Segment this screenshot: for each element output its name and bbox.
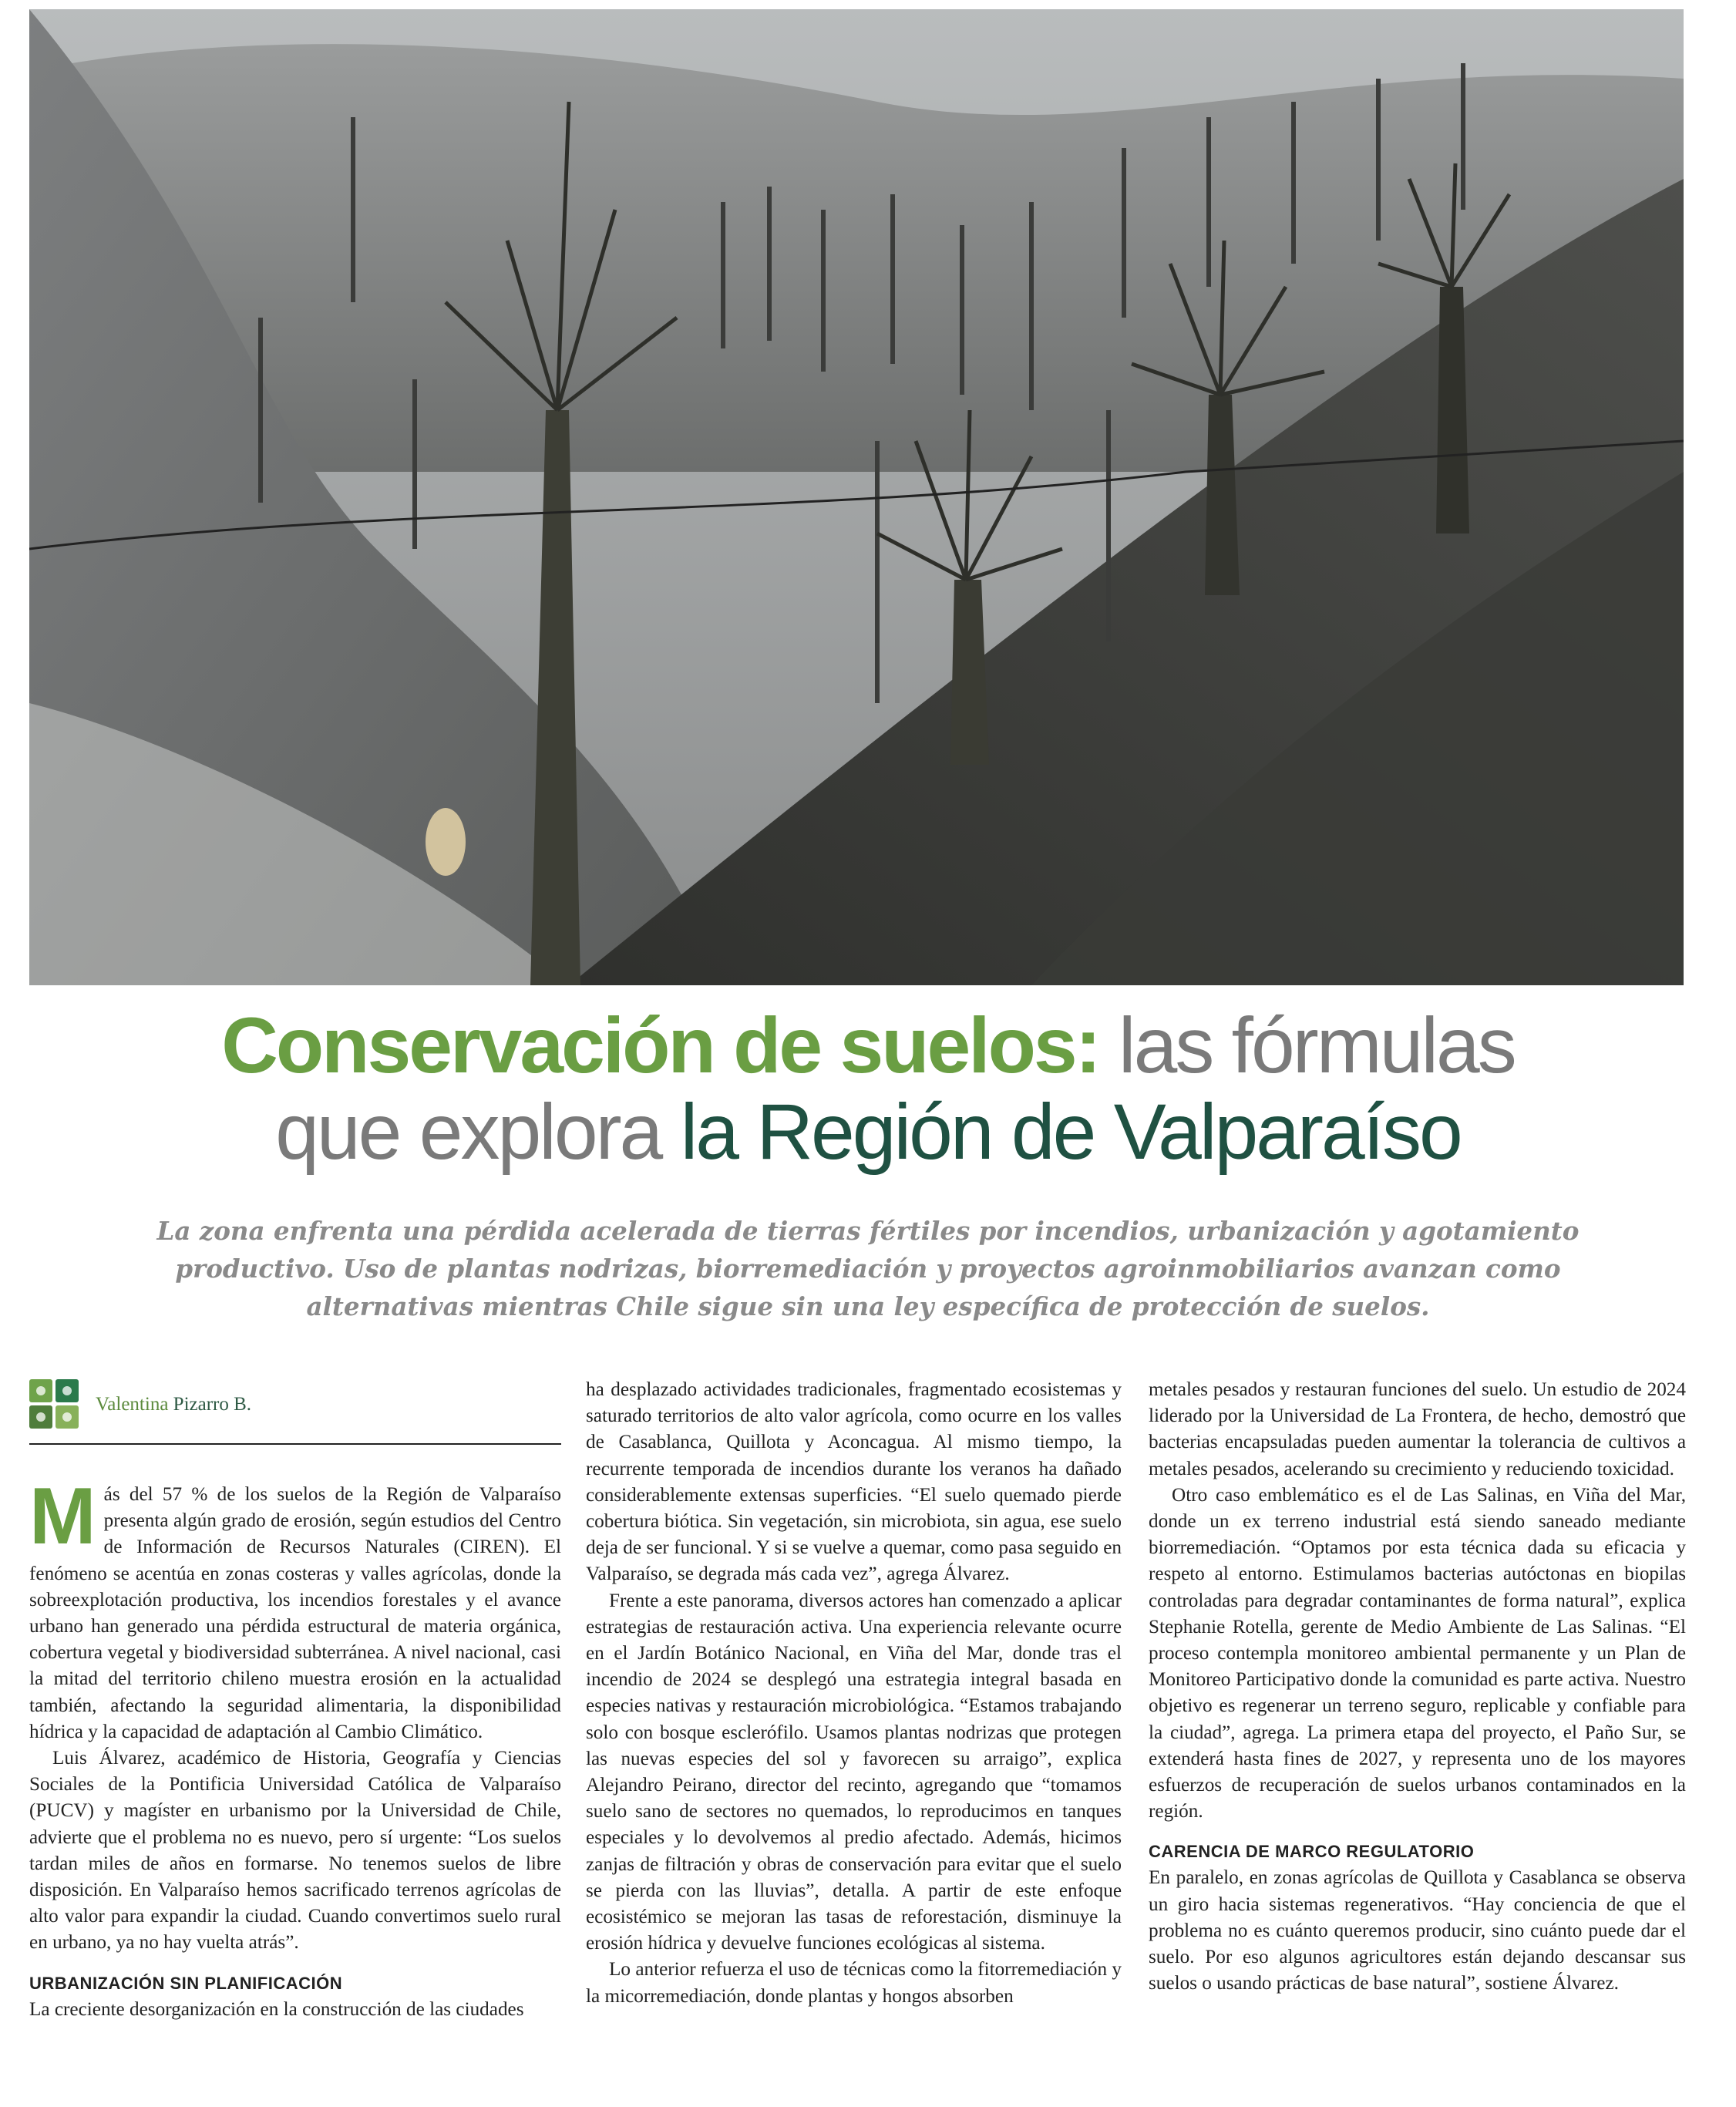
paragraph: Frente a este panorama, diversos actores han comenzado a aplicar estrategias de restauración activa. Una experiencia relevante ocurre en el Jardín Botánico Nacional, en Viña del Mar, donde tras el incendio de 2024 se desplegó una estrategia integral basada en especies nativas y restauración microbiológica. “Estamos trabajando solo con bosque esclerófilo. Usamos plantas nodrizas que protegen las nuevas especies del sol y favorecen su arraigo”, explica Alejandro Peirano, director del recinto, agregando que “tomamos suelo sano de sectores no quemados, lo reproducimos en tanques especiales y lo devolvemos al predio afectado. Además, hicimos zanjas de filtración y obras de conservación para evitar que el suelo se pierda con las lluvias”, detalla. A partir de este enfoque ecosistémico se mejoran las tasas de reforestación, disminuye la erosión hídrica y devuelve funciones ecológicas al sistema. [586,1590,1122,1954]
paragraph [29,1472,561,1745]
article-column-2 [586,1377,1122,2010]
drop-cap: M [29,1472,96,1561]
paragraph: ha desplazado actividades tradicionales, fragmentado ecosistemas y saturado territorios de alto valor agrícola, como ocurre en los valles de Casablanca, Quillota y Aconcagua. Al mismo tiempo, la recurrente temporada de incendios durante los veranos ha dañado considerablemente extensas superficies. “El suelo quemado pierde cobertura biótica. Sin vegetación, sin microbiota, sin agua, ese suelo deja de ser funcional. Y si se vuelve a quemar, como pasa seguido en Valparaíso, se degrada más cada vez”, agrega Álvarez. [586,1379,1122,1585]
hero-photo [29,9,1684,985]
section-logo-icon [29,1379,80,1430]
headline-part-grey: las fórmulas [1098,1001,1515,1089]
author-first-name: Valentina [96,1394,169,1415]
paragraph: Otro caso emblemático es el de Las Salinas, en Viña del Mar, donde un ex terreno industrial está siendo saneado mediante biorremediación. “Optamos por esta técnica dada su eficacia y respeto al entorno. Estimulamos bacterias autóctonas en biopilas controladas para degradar contaminantes de forma natural”, explica Stephanie Rotella, gerente de Medio Ambiente de Las Salinas. “El proceso contempla monitoreo ambiental permanente y un Plan de Monitoreo Participativo donde la comunidad es parte activa. Nuestro objetivo es regenerar un terreno seguro, replicable y confiable para la ciudad”, agrega. La primera etapa del proyecto, el Paño Sur, se extenderá hasta fines de 2027, y representa uno de los mayores esfuerzos de recuperación de suelos urbanos contaminados en la región. [1149,1484,1686,1823]
paragraph-text: ás del 57 % de los suelos de la Región de Valparaíso presenta algún grado de erosión, según estudios del Centro de Información de Recursos Naturales (CIREN). El fenómeno se acentúa en zonas costeras y valles agrícolas, donde la sobreexplotación productiva, los incendios forestales y el avance urbano han generado una pérdida estructural de materia orgánica, cobertura vegetal y biodiversidad subterránea. A nivel nacional, casi la mitad del territorio chileno muestra erosión en la actualidad también, afectando la seguridad alimentaria, la disponibilidad hídrica y la capacidad de adaptación al Cambio Climático. [29,1484,561,1742]
paragraph: La creciente desorganización en la construcción de las ciudades [29,1998,524,2020]
paragraph: Lo anterior refuerza el uso de técnicas como la fitorremediación y la micorremediación, donde plantas y hongos absorben [586,1959,1122,2007]
article-column-3 [1149,1377,1686,1997]
subheading: CARENCIA DE MARCO REGULATORIO [1149,1842,1475,1862]
author-last-name: Pizarro B. [173,1394,252,1415]
paragraph: Luis Álvarez, académico de Historia, Geografía y Ciencias Sociales de la Pontificia Universidad Católica de Valparaíso (PUCV) y magíster en urbanismo por la Universidad de Chile, advierte que el problema no es nuevo, pero sí urgente: “Los suelos tardan miles de años en formarse. No tenemos suelos de libre disposición. En Valparaíso hemos sacrificado terrenos agrícolas de alto valor para expandir la ciudad. Cuando convertimos suelo rural en urbano, ya no hay vuelta atrás”. [29,1748,561,1954]
subheading: URBANIZACIÓN SIN PLANIFICACIÓN [29,1973,343,1993]
headline-part-grey-2: que explora [275,1088,681,1176]
article-column-1 [29,1472,561,2023]
byline [29,1374,561,1436]
deck-summary: La zona enfrenta una pérdida acelerada de tierras fértiles por incendios, urbanización y agotamiento productivo. Uso de plantas nodrizas, biorremediación y proyectos agroinmobiliarios avanzan como alternativas mientras Chile sigue sin una ley específica de protección de suelos. [156,1216,1580,1321]
paragraph: En paralelo, en zonas agrícolas de Quillota y Casablanca se observa un giro hacia sistemas regenerativos. “Hay conciencia de que el problema no es cuánto queremos producir, sino cuánto puede dar el suelo. Por eso algunos agricultores están dejando descansar sus suelos o usando prácticas de base natural”, sostiene Álvarez. [1149,1867,1686,1994]
headline-part-green: Conservación de suelos: [221,1001,1099,1089]
headline [31,1002,1705,1175]
burned-hillside-image [29,9,1684,985]
paragraph: metales pesados y restauran funciones del suelo. Un estudio de 2024 liderado por la Universidad de La Frontera, de hecho, demostró que bacterias encapsuladas pueden aumentar la tolerancia de cultivos a metales pesados, acelerando su crecimiento y reduciendo toxicidad. [1149,1379,1686,1479]
byline-divider [29,1443,561,1445]
headline-part-dark: la Región de Valparaíso [680,1088,1461,1176]
author-name [96,1394,251,1415]
